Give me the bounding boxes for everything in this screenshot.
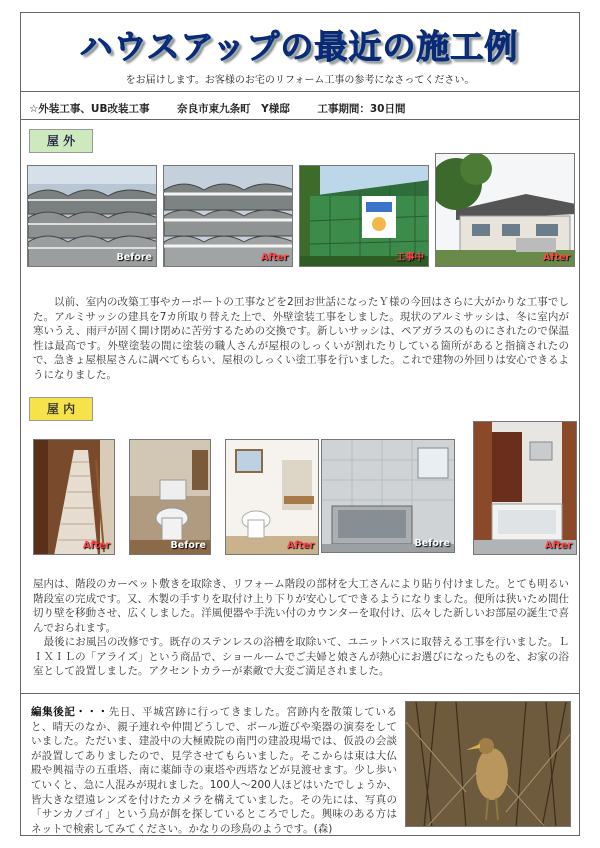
before-tag: Before — [116, 252, 152, 263]
after-tag: After — [260, 252, 288, 263]
interior-photo-stairs-after — [33, 439, 115, 555]
after-tag: After — [542, 252, 570, 263]
exterior-photo-house-after — [435, 153, 575, 267]
divider — [21, 91, 579, 92]
editors-note-text: 先日、平城宮跡に行ってきました。宮跡内を散策していると、晴天のなか、親子連れや仲間どうしで、ボール遊びや楽器の演奏をしていました。ただいま、建設中の大極殿院の南門の建設現場では、仮設の会談が設置してありましたので、見学させてもらいました。そこからは東は大仏殿や興福寺の五重塔、南に薬師寺の東塔や西塔などが見渡せます。少し歩いていくと、急に人混みが現れました。100人〜200人ほどはいたでしょうか、皆大きな望遠レンズを付けたカメラを構えていました。その先には、写真の「サンカノゴイ」という鳥が餌を探しているところでした。興味のある方はネットで検索してみてください。かなりの珍鳥のようです。(森) — [31, 706, 397, 835]
editors-note — [31, 705, 397, 836]
page-subtitle: をお届けします。お客様のお宅のリフォーム工事の参考になさってください。 — [125, 75, 475, 86]
project-location: 奈良市東九条町 Y様邸 — [177, 103, 290, 115]
newsletter-page — [20, 12, 580, 836]
project-period: 工事期間：30日間 — [317, 103, 406, 115]
exterior-photo-roof-before — [27, 165, 157, 267]
exterior-section-label: 屋 外 — [29, 129, 93, 153]
divider — [21, 119, 579, 120]
editors-note-heading: 編集後記・・・ — [31, 706, 109, 718]
after-tag: After — [544, 540, 572, 551]
project-info — [29, 101, 430, 116]
exterior-photo-roof-after — [163, 165, 293, 267]
interior-photo-bath-after — [473, 421, 577, 555]
after-tag: After — [286, 540, 314, 551]
interior-description: 屋内は、階段のカーペット敷きを取除き、リフォーム階段の部材を大工さんにより貼り付けました。とても明るい階段室の完成です。又、木製の手すりを取付け上り下りが安心してできるようになりました。便所は狭いため間仕切り壁を移動させ、広くしました。洋風便器や手洗い付のカウンターを取付け、広々した新しいお部屋の誕生で喜んでおられます。 最後にお風呂の改修です。既存のステンレスの浴槽を取除いて、ユニットバスに取替える工事を行いました。ＬＩＸＩＬの「アライズ」という商品で、ショールームでご夫婦と娘さんが熱心にお選びになったものを、お家の浴室として設置しました。アクセントカラーが素敵で大変ご満足されました。 — [33, 578, 569, 677]
work-type: ☆外装工事、UB改装工事 — [29, 103, 150, 115]
before-tag: Before — [170, 540, 206, 551]
interior-section-label: 屋 内 — [29, 397, 93, 421]
page-title: ハウスアップの最近の施工例 — [79, 27, 519, 66]
in-progress-tag: 工事中 — [395, 252, 424, 263]
exterior-photo-scaffolding — [299, 165, 429, 267]
bird-photo — [405, 701, 571, 827]
interior-photo-bath-before — [321, 439, 455, 553]
divider — [21, 693, 579, 694]
interior-photo-toilet-after — [225, 439, 319, 555]
interior-photo-toilet-before — [129, 439, 211, 555]
exterior-description: 以前、室内の改築工事やカーポートの工事などを2回お世話になったＹ様の今回はさらに大がかりな工事でした。アルミサッシの建具を7カ所取り替えた上で、外壁塗装工事をしました。現状のアルミサッシは、冬に室内が寒いうえ、雨戸が固く開け閉めに苦労するための交換です。新しいサッシは、ペアガラスのものにされたので保温性は最高です。外壁塗装の間に塗装の職人さんが屋根のしっくいが割れたりしている箇所があると指摘されたので、急きょ屋根屋さんに調べてもらい、屋根のしっくい塗工事を行いました。これで建物の外回りは安心できるようになりました。 — [33, 296, 569, 381]
before-tag: Before — [414, 538, 450, 549]
after-tag: After — [82, 540, 110, 551]
